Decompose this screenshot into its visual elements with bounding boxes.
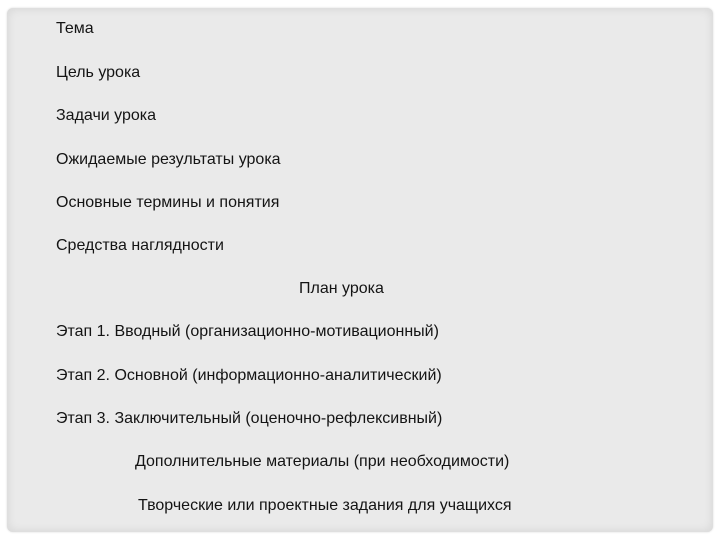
extra-materials: Дополнительные материалы (при необходимости) <box>135 453 510 470</box>
item-lesson-goal: Цель урока <box>56 64 141 81</box>
slide-panel <box>7 8 713 532</box>
stage-3: Этап 3. Заключительный (оценочно-рефлексивный) <box>56 410 443 427</box>
item-key-terms: Основные термины и понятия <box>56 194 280 211</box>
item-topic: Тема <box>56 20 94 37</box>
creative-tasks: Творческие или проектные задания для учащихся <box>138 497 512 514</box>
item-expected-results: Ожидаемые результаты урока <box>56 151 281 168</box>
stage-1: Этап 1. Вводный (организационно-мотивационный) <box>56 323 439 340</box>
item-visual-aids: Средства наглядности <box>56 237 224 254</box>
stage-2: Этап 2. Основной (информационно-аналитический) <box>56 367 442 384</box>
item-lesson-tasks: Задачи урока <box>56 107 157 124</box>
plan-heading: План урока <box>299 280 384 297</box>
